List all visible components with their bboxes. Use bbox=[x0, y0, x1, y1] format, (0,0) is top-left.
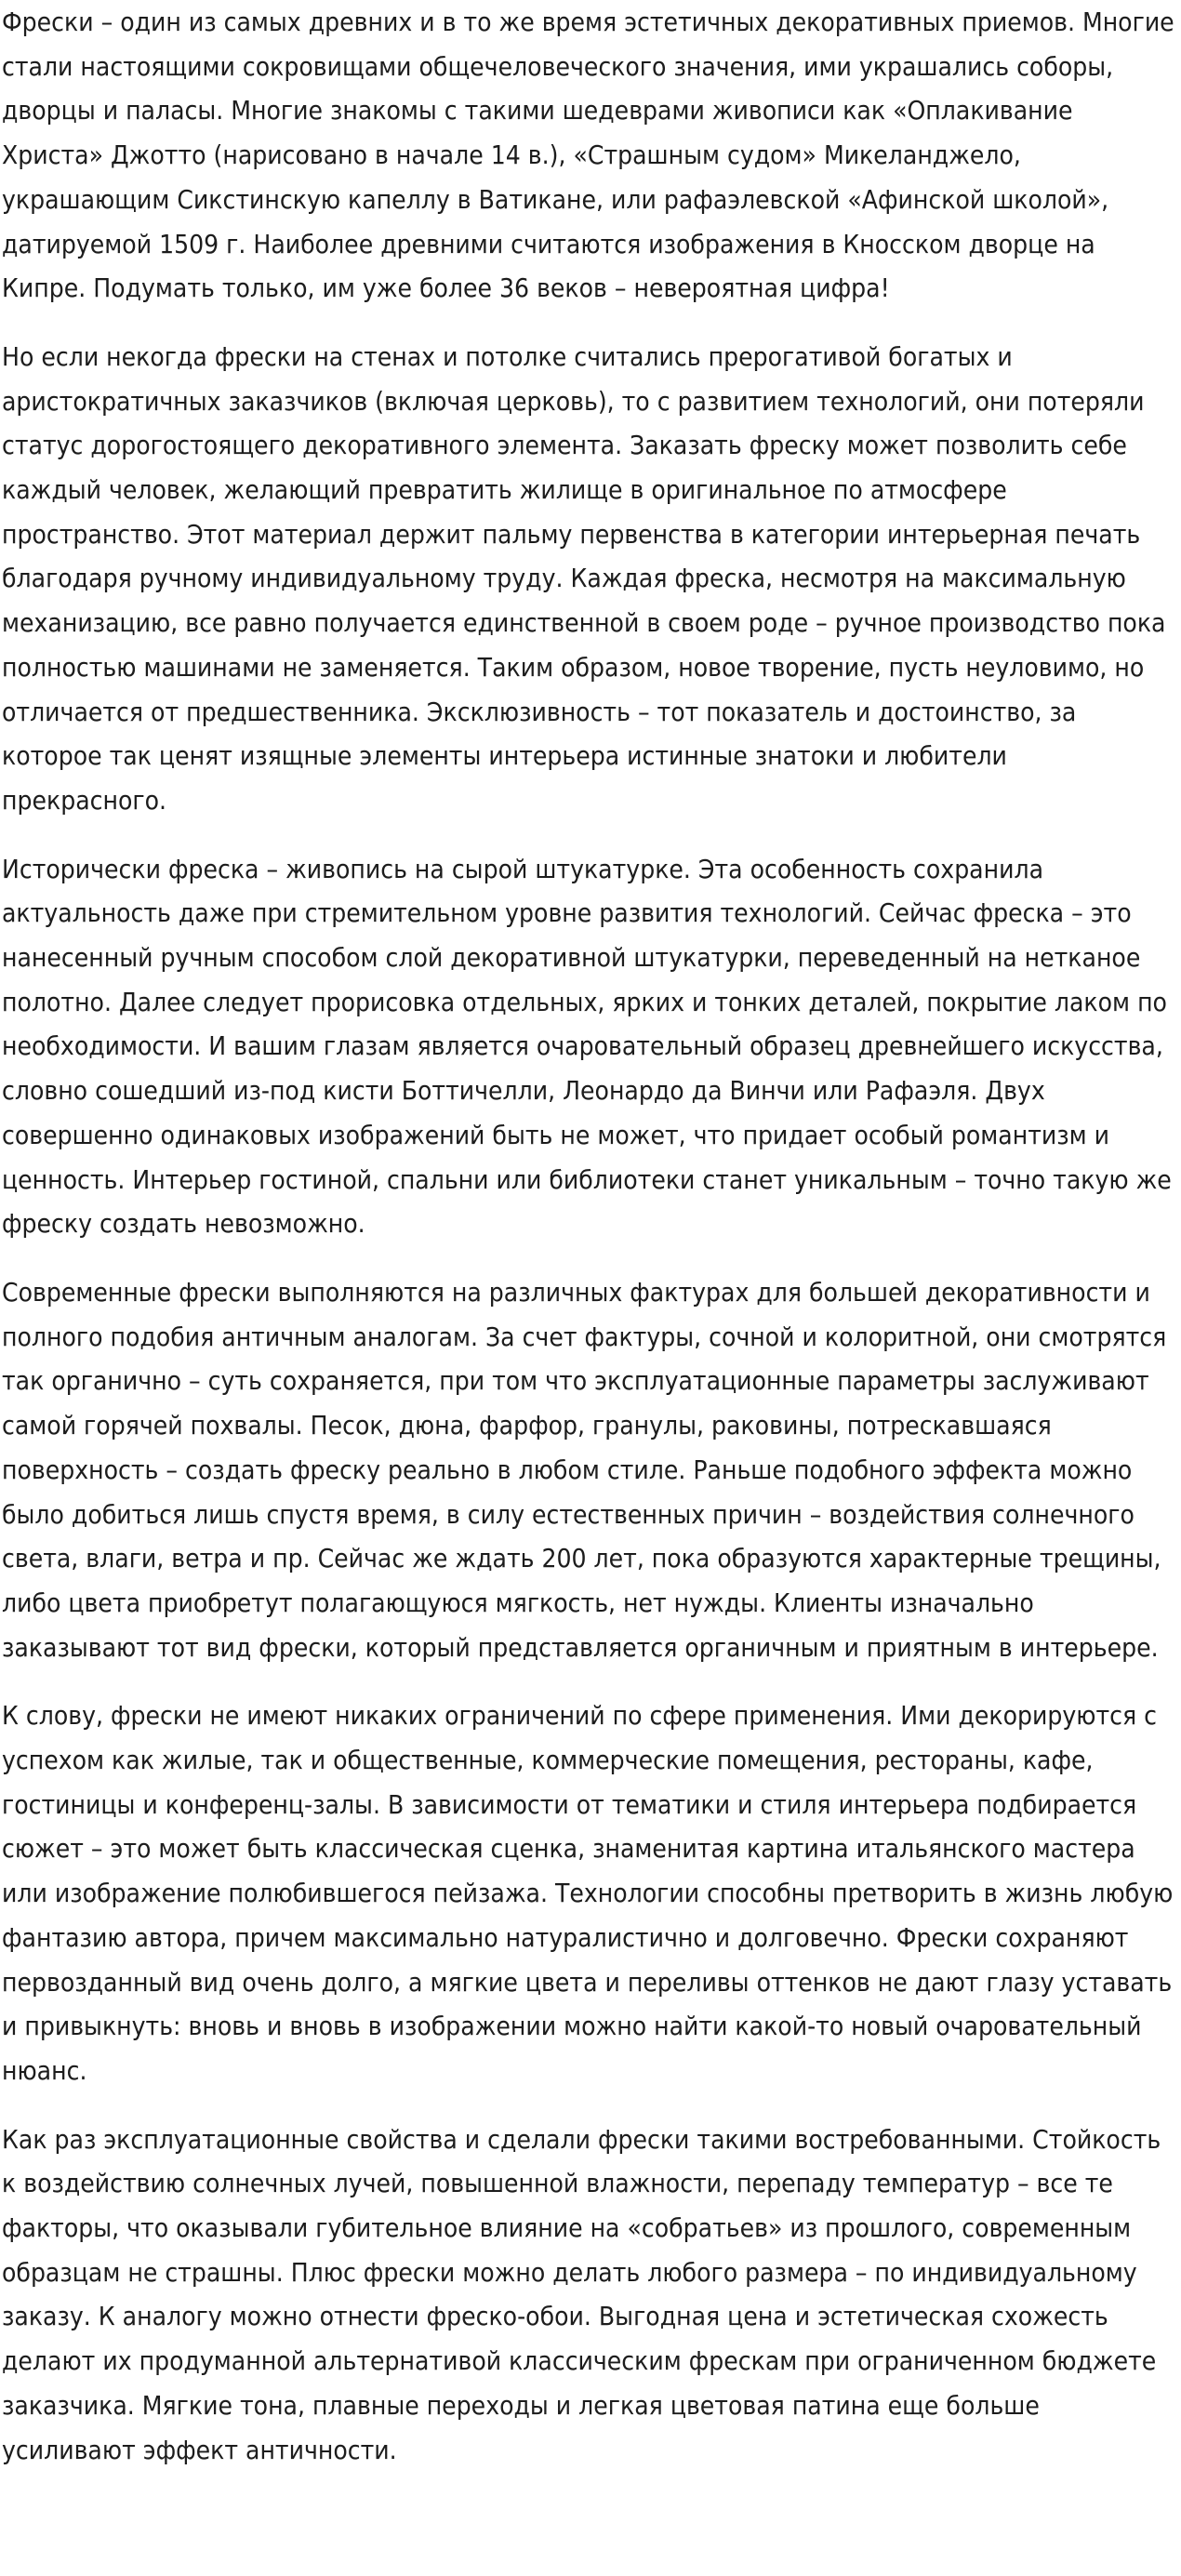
paragraph-durability: Как раз эксплуатационные свойства и сделали фрески такими востребованными. Стойкость к воздействию солнечных лучей, повышенной влажности, перепаду температур – все те факторы, что оказывали губительное влияние на «собратьев» из прошлого, современным образцам не страшны. Плюс фрески можно делать любого размера – по индивидуальному заказу. К аналогу можно отнести фреско-обои. Выгодная цена и эстетическая схожесть делают их продуманной альтернативой классическим фрескам при ограниченном бюджете заказчика. Мягкие тона, плавные переходы и легкая цветовая патина еще больше усиливают эффект античности. bbox=[2, 2123, 1161, 2465]
paragraph-technique: Исторически фреска – живопись на сырой штукатурке. Эта особенность сохранила актуальность даже при стремительном уровне развития технологий. Сейчас фреска – это нанесенный ручным способом слой декоративной штукатурки, переведенный на нетканое полотно. Далее следует прорисовка отдельных, ярких и тонких деталей, покрытие лаком по необходимости. И вашим глазам является очаровательный образец древнейшего искусства, словно сошедший из-под кисти Боттичелли, Леонардо да Винчи или Рафаэля. Двух совершенно одинаковых изображений быть не может, что придает особый романтизм и ценность. Интерьер гостиной, спальни или библиотеки станет уникальным – точно такую же фреску создать невозможно. bbox=[2, 853, 1172, 1240]
paragraph-applications: К слову, фрески не имеют никаких ограничений по сфере применения. Ими декорируются с успехом как жилые, так и общественные, коммерческие помещения, рестораны, кафе, гостиницы и конференц-залы. В зависимости от тематики и стиля интерьера подбирается сюжет – это может быть классическая сценка, знаменитая картина итальянского мастера или изображение полюбившегося пейзажа. Технологии способны претворить в жизнь любую фантазию автора, причем максимально натуралистично и долговечно. Фрески сохраняют первозданный вид очень долго, а мягкие цвета и переливы оттенков не дают глазу уставать и привыкнуть: вновь и вновь в изображении можно найти какой-то новый очаровательный нюанс. bbox=[2, 1700, 1174, 2086]
paragraph-intro-history: Фрески – один из самых древних и в то же время эстетичных декоративных приемов. Многие стали настоящими сокровищами общечеловеческого значения, ими украшались соборы, дворцы и паласы. Многие знакомы с такими шедеврами живописи как «Оплакивание Христа» Джотто (нарисовано в начале 14 в.), «Страшным судом» Микеланджело, украшающим Сикстинскую капеллу в Ватикане, или рафаэлевской «Афинской школой», датируемой 1509 г. Наиболее древними считаются изображения в Кносском дворце на Кипре. Подумать только, им уже более 36 веков – невероятная цифра! bbox=[2, 7, 1174, 304]
paragraph-accessibility-exclusivity: Но если некогда фрески на стенах и потолке считались прерогативой богатых и аристократичных заказчиков (включая церковь), то с развитием технологий, они потеряли статус дорогостоящего декоративного элемента. Заказать фреску может позволить себе каждый человек, желающий превратить жилище в оригинальное по атмосфере пространство. Этот материал держит пальму первенства в категории интерьерная печать благодаря ручному индивидуальному труду. Каждая фреска, несмотря на максимальную механизацию, все равно получается единственной в своем роде – ручное производство пока полностью машинами не заменяется. Таким образом, новое творение, пусть неуловимо, но отличается от предшественника. Эксклюзивность – тот показатель и достоинство, за которое так ценят изящные элементы интерьера истинные знатоки и любители прекрасного. bbox=[2, 340, 1166, 816]
paragraph-textures: Современные фрески выполняются на различных фактурах для большей декоративности и полного подобия античным аналогам. За счет фактуры, сочной и колоритной, они смотрятся так органично – суть сохраняется, при том что эксплуатационные параметры заслуживают самой горячей похвалы. Песок, дюна, фарфор, гранулы, раковины, потрескавшаяся поверхность – создать фреску реально в любом стиле. Раньше подобного эффекта можно было добиться лишь спустя время, в силу естественных причин – воздействия солнечного света, влаги, ветра и пр. Сейчас же ждать 200 лет, пока образуются характерные трещины, либо цвета приобретут полагающуюся мягкость, нет нужды. Клиенты изначально заказывают тот вид фрески, который представляется органичным и приятным в интерьере. bbox=[2, 1276, 1167, 1663]
